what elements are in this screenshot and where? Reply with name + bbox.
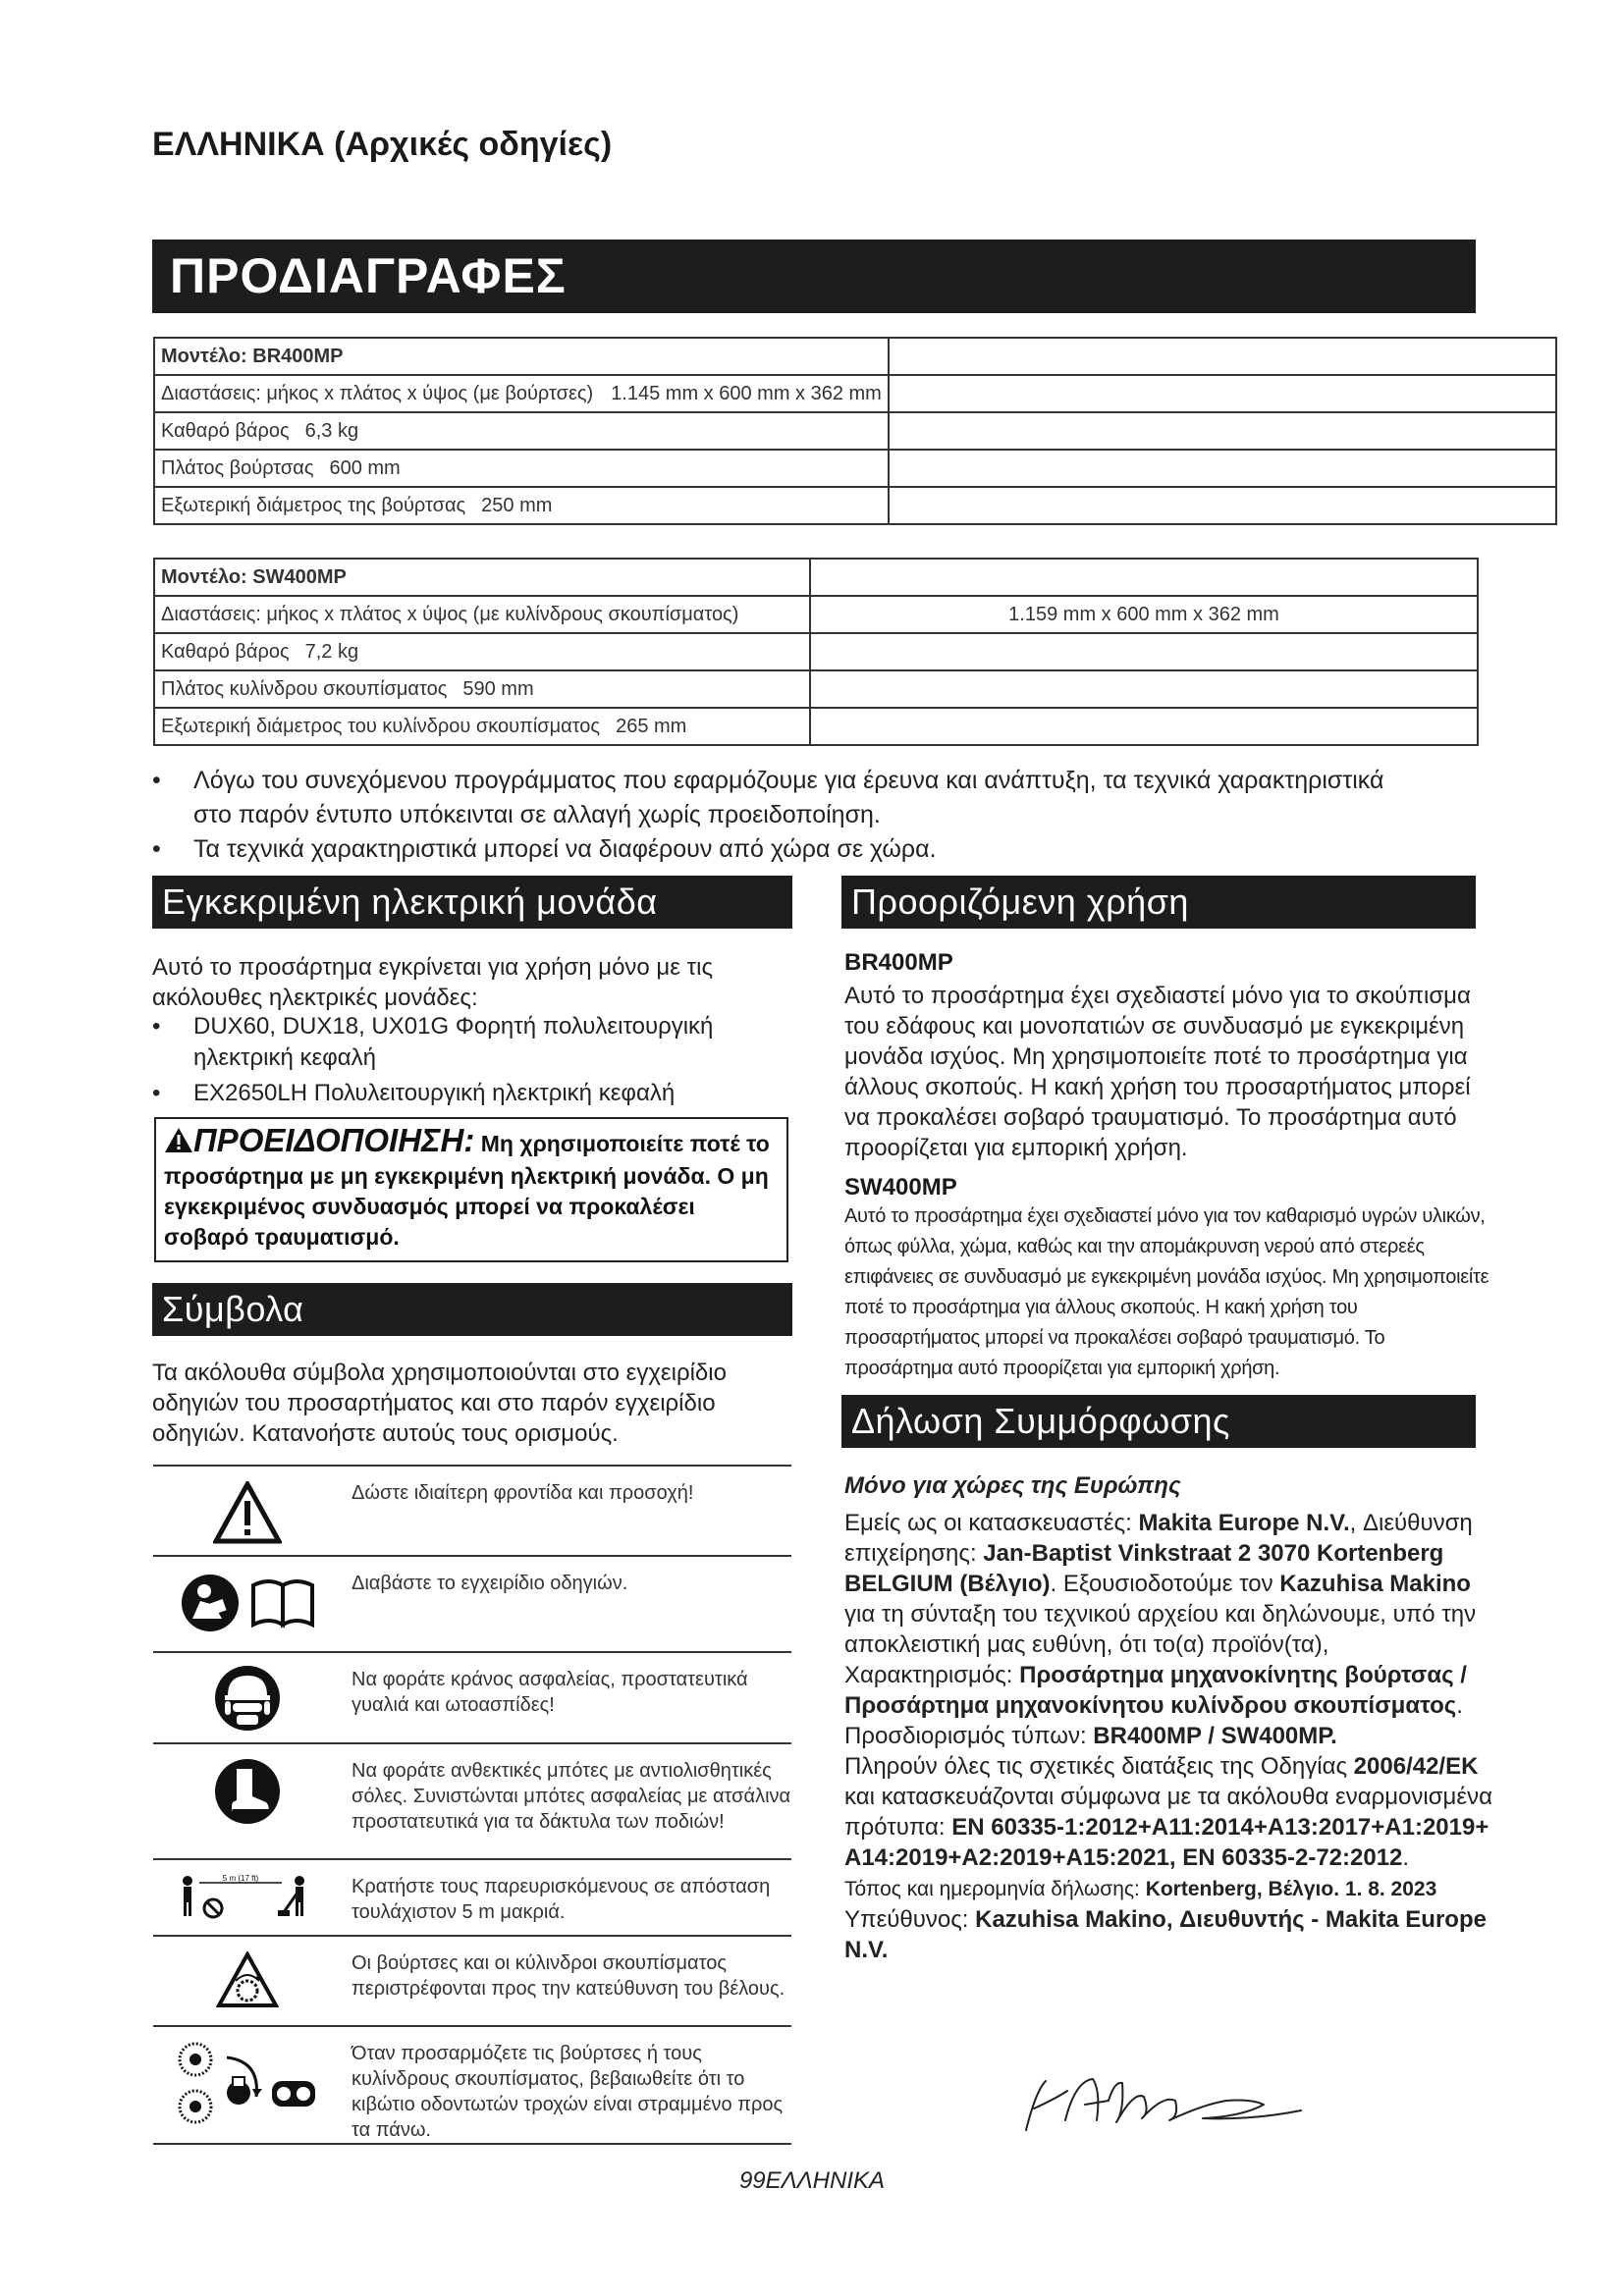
warning-triangle-icon — [164, 1127, 193, 1161]
declaration-subtitle: Μόνο για χώρες της Ευρώπης — [844, 1472, 1181, 1499]
brush-rotation-icon — [153, 1936, 342, 2026]
spec-diameter-label: Εξωτερική διάμετρος της βούρτσας — [161, 494, 466, 516]
intended-use-heading: Προοριζόμενη χρήση — [841, 876, 1476, 929]
safety-boot-icon — [153, 1743, 342, 1859]
sw400mp-heading: SW400MP — [844, 1174, 957, 1201]
spec-notes — [152, 764, 1488, 867]
spec-table-sw400mp — [153, 558, 1479, 746]
warning-text-rest: ποτέ το προσάρτημα με μη εγκεκριμένη ηλεκτρική μονάδα. Ο μη εγκεκριμένος συνδυασμός μπορεί να προκαλέσει σοβαρό τραυματισμό. — [164, 1131, 770, 1250]
spec-weight-label: Καθαρό βάρος — [161, 640, 290, 663]
spec-weight-value: 6,3 kg — [304, 419, 359, 442]
spec-diameter-value: 250 mm — [481, 494, 553, 516]
note-1: • Λόγω του συνεχόμενου προγράμματος που εφαρμόζουμε για έρευνα και ανάπτυξη, τα τεχνικά χαρακτηριστικά — [152, 764, 1488, 798]
warning-title: ΠΡΟΕΙΔΟΠΟΙΗΣΗ: — [193, 1122, 475, 1158]
spec-model: Μοντέλο: BR400MP — [154, 338, 889, 375]
symbols-intro: Τα ακόλουθα σύμβολα χρησιμοποιούνται στο εγχειρίδιο οδηγιών του προσαρτήματος και στο παρόν εγχειρίδιο οδηγιών. Κατανοήστε αυτούς τους ορισμούς. — [152, 1360, 727, 1447]
warning-box — [154, 1117, 788, 1262]
warning-triangle-icon — [153, 1466, 342, 1556]
approved-unit-item: • DUX60, DUX18, UX01G Φορητή πολυλειτουργική — [152, 1011, 790, 1042]
spec-weight-label: Καθαρό βάρος — [161, 419, 290, 442]
br400mp-intended-use: Αυτό το προσάρτημα έχει σχεδιαστεί μόνο για το σκούπισμα του εδάφους και μονοπατιών σε συνδυασμό με εγκεκριμένη μονάδα ισχύος. Μη χρησιμοποιείτε ποτέ το προσάρτημα για άλλους σκοπούς. Η κακή χρήση του προσαρτήματος μπορεί να προκαλέσει σοβαρό τραυματισμό. Το προσάρτημα αυτό προορίζεται για εμπορική χρήση. — [844, 983, 1471, 1161]
br400mp-heading: BR400MP — [844, 949, 953, 976]
spec-width-value: 600 mm — [329, 456, 401, 479]
symbol-text: Όταν προσαρμόζετε τις βούρτσες ή τους κυλίνδρους σκουπίσματος, βεβαιωθείτε ότι το κιβώτιο οδοντωτών τροχών είναι στραμμένο προς τα πάνω. — [342, 2026, 791, 2149]
distance-label: 5 m (17 ft) — [222, 1874, 259, 1883]
spec-model: Μοντέλο: SW400MP — [154, 559, 810, 596]
symbol-text: Κρατήστε τους παρευρισκόμενους σε απόσταση τουλάχιστον 5 m μακριά. — [342, 1859, 791, 1936]
language-title: ΕΛΛΗΝΙΚΑ (Αρχικές οδηγίες) — [152, 126, 613, 163]
helmet-goggles-ear-icon — [153, 1652, 342, 1743]
symbol-text: Διαβάστε το εγχειρίδιο οδηγιών. — [342, 1556, 791, 1652]
spec-diameter-label: Εξωτερική διάμετρος του κυλίνδρου σκουπίσματος — [161, 715, 601, 737]
gear-case-orientation-icon — [153, 2026, 342, 2149]
page-footer: 99ΕΛΛΗΝΙΚΑ — [738, 2167, 886, 2194]
spec-width-label: Πλάτος βούρτσας — [161, 456, 314, 479]
note-2: • Τα τεχνικά χαρακτηριστικά μπορεί να διαφέρουν από χώρα σε χώρα. — [152, 832, 1488, 867]
note-1-cont: στο παρόν έντυπο υπόκεινται σε αλλαγή χωρίς προειδοποίηση. — [193, 801, 881, 828]
spec-weight-value: 7,2 kg — [304, 640, 359, 663]
symbols-table-bottom-rule — [153, 2143, 791, 2145]
declaration-body: Εμείς ως οι κατασκευαστές: Makita Europe N.V., Διεύθυνση επιχείρησης: Jan-Baptist Vinkstraat 2 3070 Kortenberg BELGIUM (Βέλγιο). Εξουσιοδοτούμε τον Kazuhisa Makino για τη σύνταξη του τεχνικού αρχείου και δηλώνουμε, υπό την αποκλειστική μας ευθύνη, ότι το(α) προϊόν(τα), Χαρακτηρισμός: Προσάρτημα μηχανοκίνητης βούρτσας / Προσάρτημα μηχανοκίνητου κυλίνδρου σκουπίσματος. Προσδιορισμός τύπων: BR400MP / SW400MP. Πληρούν όλες τις σχετικές διατάξεις της Οδηγίας 2006/42/ΕΚ και κατασκευάζονται σύμφωνα με τα ακόλουθα εναρμονισμένα πρότυπα: EN 60335-1:2012+A11:2014+A13:2017+A1:2019+A14:2019+A2:2019+A15:2021, EN 60335-2-72:2012. Τόπος και ημερομηνία δήλωσης: Kortenberg, Βέλγιο. 1. 8. 2023 Υπεύθυνος: Kazuhisa Makino, Διευθυντής - Makita Europe N.V. — [844, 1510, 1492, 1963]
approved-units-list — [152, 1011, 790, 1109]
approved-intro: Αυτό το προσάρτημα εγκρίνεται για χρήση μόνο με τις ακόλουθες ηλεκτρικές μονάδες: — [152, 954, 714, 1011]
signature — [1006, 2061, 1321, 2155]
symbols-heading: Σύμβολα — [152, 1283, 792, 1336]
symbol-text: Δώστε ιδιαίτερη φροντίδα και προσοχή! — [342, 1466, 791, 1556]
spec-table-br400mp — [153, 337, 1557, 525]
sw400mp-intended-use: Αυτό το προσάρτημα έχει σχεδιαστεί μόνο για τον καθαρισμό υγρών υλικών, όπως φύλλα, χώμα, καθώς και την απομάκρυνση νερού από στερεές επιφάνειες σε συνδυασμό με εγκεκριμένη μονάδα ισχύος. Μη χρησιμοποιείτε ποτέ το προσάρτημα για άλλους σκοπούς. Η κακή χρήση του προσαρτήματος μπορεί να προκαλέσει σοβαρό τραυματισμό. Το προσάρτημα αυτό προορίζεται για εμπορική χρήση. — [844, 1205, 1489, 1379]
approved-unit-item: • EX2650LH Πολυλειτουργική ηλεκτρική κεφαλή — [152, 1078, 790, 1109]
symbol-text: Οι βούρτσες και οι κύλινδροι σκουπίσματος περιστρέφονται προς την κατεύθυνση του βέλους. — [342, 1936, 791, 2026]
approved-unit-item-cont: ηλεκτρική κεφαλή — [193, 1044, 377, 1071]
spec-dimensions-value: 1.159 mm x 600 mm x 362 mm — [810, 596, 1478, 633]
spec-dimensions-label: Διαστάσεις: μήκος x πλάτος x ύψος (με κυλίνδρους σκουπίσματος) — [154, 596, 810, 633]
read-manual-icon — [153, 1556, 342, 1652]
declaration-heading: Δήλωση Συμμόρφωσης — [841, 1395, 1476, 1448]
warning-text-first: Μη χρησιμοποιείτε — [480, 1131, 684, 1156]
approved-unit-heading: Εγκεκριμένη ηλεκτρική μονάδα — [152, 876, 792, 929]
symbol-text: Να φοράτε ανθεκτικές μπότες με αντιολισθητικές σόλες. Συνιστώνται μπότες ασφαλείας με ατσάλινα προστατευτικά για τα δάκτυλα των ποδιών! — [342, 1743, 791, 1859]
symbols-table — [153, 1465, 791, 2149]
spec-width-value: 590 mm — [462, 677, 534, 700]
spec-diameter-value: 265 mm — [616, 715, 687, 737]
spec-width-label: Πλάτος κυλίνδρου σκουπίσματος — [161, 677, 448, 700]
symbol-text: Να φοράτε κράνος ασφαλείας, προστατευτικά γυαλιά και ωτοασπίδες! — [342, 1652, 791, 1743]
specifications-banner: ΠΡΟΔΙΑΓΡΑΦΕΣ — [152, 240, 1476, 313]
keep-distance-icon — [153, 1859, 342, 1936]
spec-dimensions-value: 1.145 mm x 600 mm x 362 mm — [611, 382, 882, 404]
spec-dimensions-label: Διαστάσεις: μήκος x πλάτος x ύψος (με βούρτσες) — [161, 382, 594, 404]
